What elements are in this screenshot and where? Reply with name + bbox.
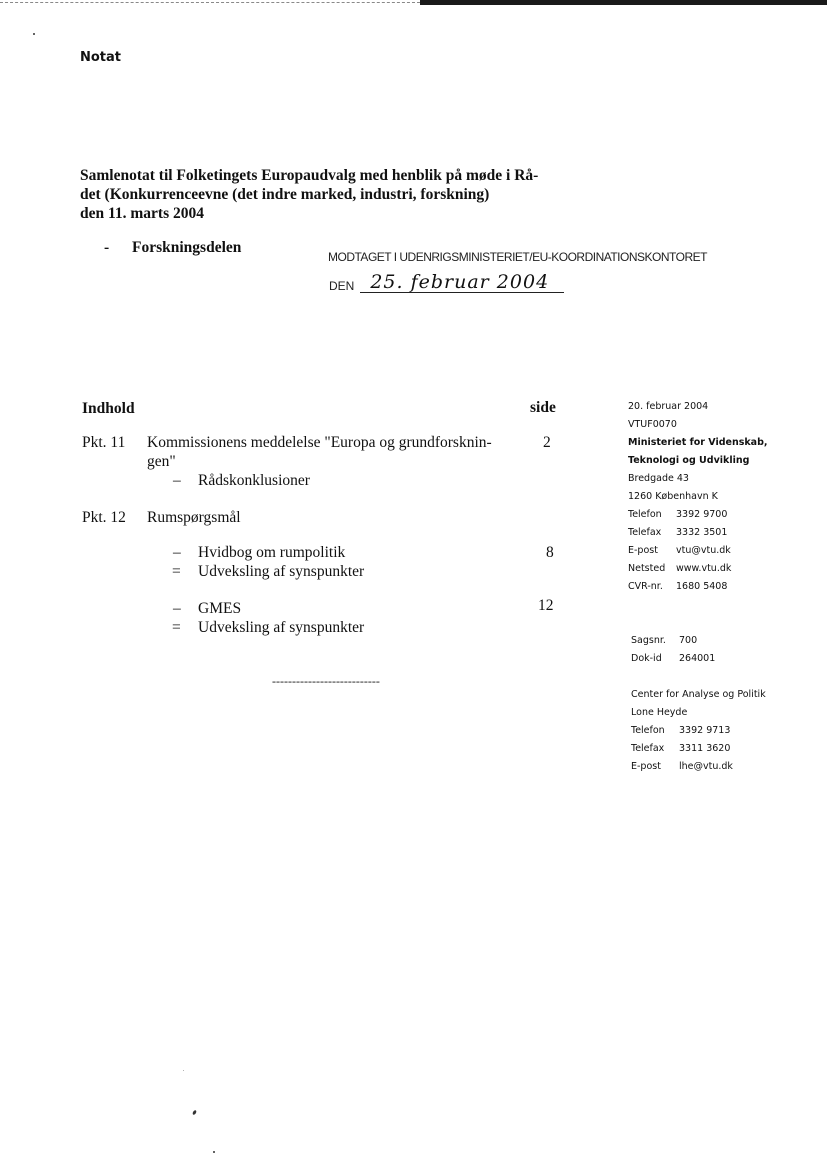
received-stamp-date [329, 272, 564, 293]
scan-speck [192, 1110, 197, 1116]
title-line-1: Samlenotat til Folketingets Europaudvalg med henblik på møde i Rå- [80, 167, 539, 184]
contact-row: Netsted www.vtu.dk [628, 563, 732, 574]
reference-code: VTUF0070 [628, 419, 677, 430]
scan-speck [213, 1151, 215, 1153]
toc-subitem-text: Rådskonklusioner [198, 472, 310, 489]
document-title [80, 166, 550, 223]
case-info [631, 632, 715, 668]
stamp-den-label: DEN [329, 279, 355, 293]
case-row: Sagsnr. 700 [631, 635, 698, 646]
case-row: Dok-id 264001 [631, 653, 716, 664]
scan-speck [33, 33, 35, 35]
scan-top-edge [0, 0, 827, 8]
toc-subitem-bullet: – [173, 544, 181, 561]
subsection-label: Forskningsdelen [132, 239, 242, 256]
toc-item-title-11-line1: Kommissionens meddelelse "Europa og grundforsknin- [147, 434, 492, 451]
toc-subitem-text: Udveksling af synspunkter [198, 563, 365, 580]
toc-subitem-bullet: = [172, 619, 181, 636]
contact-person-name: Lone Heyde [631, 707, 688, 718]
toc-item-page-11: 2 [543, 434, 551, 451]
toc-subitem-text: GMES [198, 600, 242, 617]
title-line-2: det (Konkurrenceevne (det indre marked, industri, forskning) [80, 186, 490, 203]
contact-row: E-post lhe@vtu.dk [631, 761, 733, 772]
contact-row: Telefax 3311 3620 [631, 743, 731, 754]
toc-heading: Indhold [82, 400, 135, 417]
toc-item-number-11: Pkt. 11 [82, 434, 126, 451]
contact-row: Telefon 3392 9700 [628, 509, 728, 520]
department-name: Center for Analyse og Politik [631, 689, 766, 700]
contact-row: E-post vtu@vtu.dk [628, 545, 731, 556]
toc-item-title-12: Rumspørgsmål [147, 509, 241, 526]
title-line-3: den 11. marts 2004 [80, 205, 204, 222]
scan-dark-edge [420, 0, 827, 5]
scan-speck [183, 1070, 184, 1071]
contact-row: Telefon 3392 9713 [631, 725, 731, 736]
organization-name-line1: Ministeriet for Videnskab, [628, 437, 768, 448]
contact-row: CVR-nr. 1680 5408 [628, 581, 728, 592]
document-date: 20. februar 2004 [628, 401, 709, 412]
received-stamp-text: MODTAGET I UDENRIGSMINISTERIET/EU-KOORDINATIONSKONTORET [328, 250, 707, 264]
contact-row: Telefax 3332 3501 [628, 527, 728, 538]
subsection-bullet: - [104, 239, 110, 256]
sender-info [628, 398, 768, 596]
toc-item-number-12: Pkt. 12 [82, 509, 126, 526]
street-address: Bredgade 43 [628, 473, 689, 484]
toc-subitem-bullet: – [173, 600, 181, 617]
city-address: 1260 København K [628, 491, 718, 502]
toc-subitem-bullet: = [172, 563, 181, 580]
toc-subitem-page: 12 [538, 597, 554, 614]
toc-subitem-text: Udveksling af synspunkter [198, 619, 365, 636]
toc-page-column-label: side [530, 399, 556, 416]
toc-item-title-11-line2: gen" [147, 453, 176, 470]
contact-person-info [631, 686, 766, 776]
toc-end-rule: --------------------------- [272, 674, 380, 688]
handwritten-date: 25. februar 2004 [360, 272, 564, 293]
subsection-heading [104, 239, 241, 257]
document-type-label: Notat [80, 50, 122, 65]
toc-subitem-bullet: – [173, 472, 181, 489]
toc-subitem-page: 8 [546, 544, 554, 561]
toc-subitem-text: Hvidbog om rumpolitik [198, 544, 346, 561]
scan-dashed-edge [0, 2, 420, 3]
organization-name-line2: Teknologi og Udvikling [628, 455, 750, 466]
